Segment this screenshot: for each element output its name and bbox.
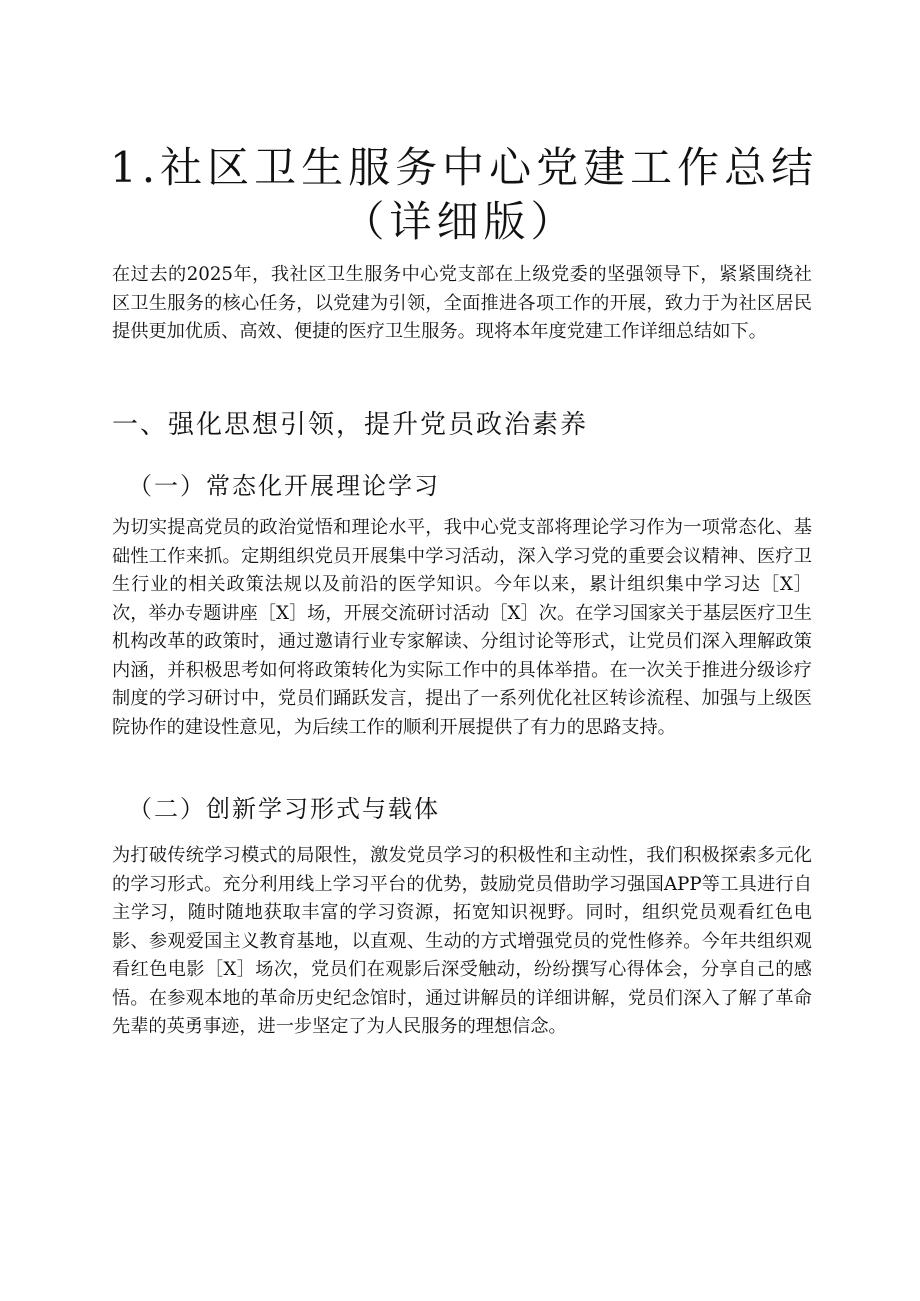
document-title-line2: （详细版）: [342, 197, 578, 246]
subsection-2-heading: （二）创新学习形式与载体: [128, 795, 440, 823]
intro-paragraph: 在过去的2025年，我社区卫生服务中心党支部在上级党委的坚强领导下，紧紧围绕社区卫生服务的核心任务，以党建为引领，全面推进各项工作的开展，致力于为社区居民提供更加优质、高效、便捷的医疗卫生服务。现将本年度党建工作详细总结如下。: [112, 264, 812, 342]
section-1-heading: 一、强化思想引领，提升党员政治素养: [112, 410, 589, 440]
subsection-1-heading: （一）常态化开展理论学习: [128, 472, 440, 500]
document-title-line1: 1.社区卫生服务中心党建工作总结: [110, 143, 819, 192]
subsection-2-paragraph: 为打破传统学习模式的局限性，激发党员学习的积极性和主动性，我们积极探索多元化的学习形式。充分利用线上学习平台的优势，鼓励党员借助学习强国APP等工具进行自主学习，随时随地获取丰富的学习资源，拓宽知识视野。同时，组织党员观看红色电影、参观爱国主义教育基地，以直观、生动的方式增强党员的党性修养。今年共组织观看红色电影［X］场次，党员们在观影后深受触动，纷纷撰写心得体会，分享自己的感悟。在参观本地的革命历史纪念馆时，通过讲解员的详细讲解，党员们深入了解了革命先辈的英勇事迹，进一步坚定了为人民服务的理想信念。: [112, 845, 812, 1037]
subsection-1-paragraph: 为切实提高党员的政治觉悟和理论水平，我中心党支部将理论学习作为一项常态化、基础性工作来抓。定期组织党员开展集中学习活动，深入学习党的重要会议精神、医疗卫生行业的相关政策法规以及前沿的医学知识。今年以来，累计组织集中学习达［X］次，举办专题讲座［X］场，开展交流研讨活动［X］次。在学习国家关于基层医疗卫生机构改革的政策时，通过邀请行业专家解读、分组讨论等形式，让党员们深入理解政策内涵，并积极思考如何将政策转化为实际工作中的具体举措。在一次关于推进分级诊疗制度的学习研讨中，党员们踊跃发言，提出了一系列优化社区转诊流程、加强与上级医院协作的建设性意见，为后续工作的顺利开展提供了有力的思路支持。: [112, 517, 812, 738]
